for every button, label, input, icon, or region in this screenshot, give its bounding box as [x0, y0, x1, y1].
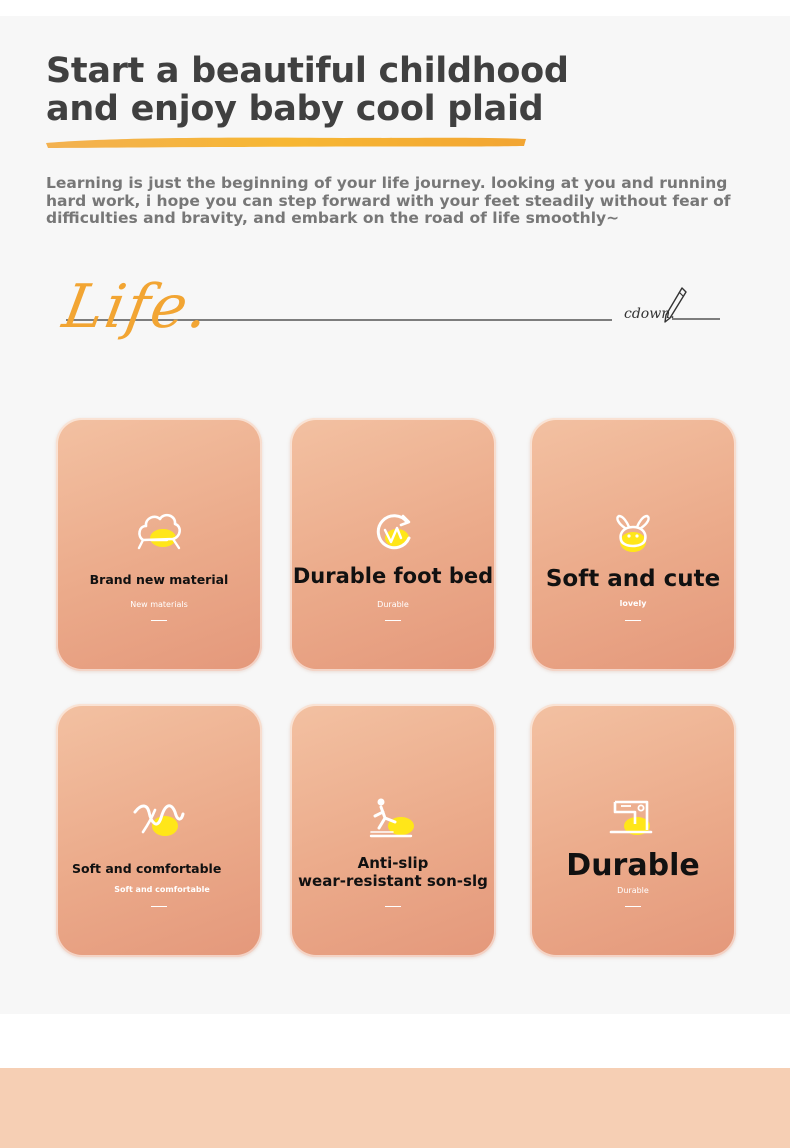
feature-divider — [385, 620, 401, 621]
page-title — [46, 51, 569, 129]
feature-subtitle: New materials — [130, 600, 188, 609]
intro-paragraph: Learning is just the beginning of your life journey. looking at you and running hard work, i hope you can step forward with your feet steadily without fear of difficulties and bravity, and embark on the road of life smoothly~ — [46, 174, 731, 227]
feature-card-foot-bed — [290, 418, 496, 671]
feature-divider — [151, 906, 167, 907]
pen-icon — [662, 286, 688, 326]
feature-divider — [625, 620, 641, 621]
feature-title: Soft and comfortable — [72, 861, 222, 876]
feature-subtitle: Durable — [617, 886, 649, 895]
top-strip — [0, 0, 790, 16]
feature-card-anti-slip — [290, 704, 496, 957]
feature-title: Durable — [566, 848, 700, 883]
feature-card-comfort — [56, 704, 262, 957]
bottom-band — [0, 1068, 790, 1148]
feature-divider — [385, 906, 401, 907]
signature: cdown. — [624, 306, 675, 322]
feature-title: Durable foot bed — [292, 564, 494, 588]
feature-divider — [625, 906, 641, 907]
feature-title: Soft and cute — [545, 566, 721, 592]
recycle-icon — [367, 506, 419, 554]
title-line-1: Start a beautiful childhood — [46, 51, 569, 91]
slip-icon — [367, 796, 419, 844]
feature-subtitle: Durable — [377, 600, 409, 609]
feature-subtitle: lovely — [619, 599, 647, 608]
brush-underline — [44, 134, 528, 150]
life-script-word: Life. — [57, 272, 216, 342]
sewing-machine-icon — [607, 794, 659, 842]
wave-icon — [133, 796, 185, 844]
feature-subtitle: Soft and comfortable — [114, 885, 210, 894]
life-banner — [56, 270, 736, 370]
gap-strip — [0, 1014, 790, 1068]
feature-title: Brand new material — [89, 572, 229, 587]
feature-card-durable — [530, 704, 736, 957]
feature-card-material — [56, 418, 262, 671]
feature-title: Anti-slip wear-resistant son-slg — [298, 854, 488, 890]
title-line-2: and enjoy baby cool plaid — [46, 89, 544, 129]
cotton-icon — [133, 506, 185, 554]
bunny-icon — [607, 510, 659, 558]
feature-divider — [151, 620, 167, 621]
feature-card-cute — [530, 418, 736, 671]
